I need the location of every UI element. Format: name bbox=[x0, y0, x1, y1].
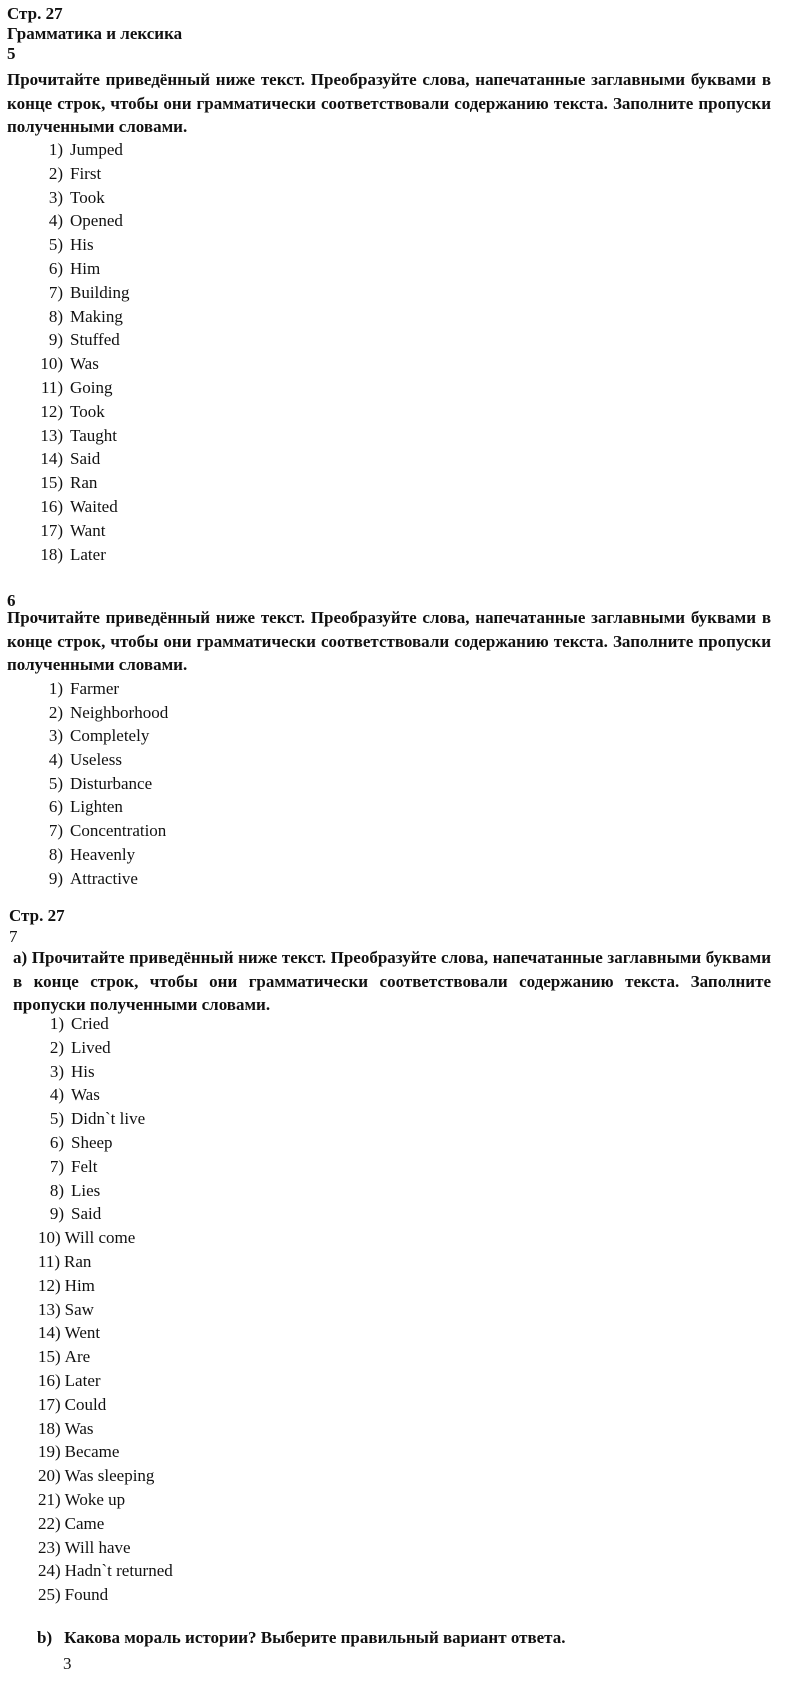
answer-item bbox=[37, 819, 168, 843]
answer-word: Will have bbox=[64, 1537, 131, 1557]
answer-item bbox=[38, 1369, 173, 1393]
section-heading: Грамматика и лексика bbox=[7, 24, 183, 43]
answer-item bbox=[37, 424, 130, 448]
answer-item bbox=[38, 1107, 173, 1131]
answer-item bbox=[37, 352, 130, 376]
answer-word: Him bbox=[70, 258, 101, 278]
answer-word: Useless bbox=[70, 750, 122, 770]
answer-number: 13) bbox=[40, 425, 63, 445]
answer-number: 17) bbox=[38, 1394, 61, 1414]
part-b-answer: 3 bbox=[63, 1654, 72, 1673]
page-reference-2: Стр. 27 bbox=[9, 906, 65, 925]
answer-word: Came bbox=[64, 1513, 105, 1533]
answer-number: 8) bbox=[49, 1180, 64, 1200]
answer-number: 22) bbox=[38, 1513, 61, 1533]
answer-item bbox=[38, 1345, 173, 1369]
task-6-answer-list bbox=[37, 677, 168, 890]
answer-number: 15) bbox=[40, 473, 63, 493]
answer-word: Took bbox=[70, 401, 105, 421]
answer-number: 18) bbox=[38, 1418, 61, 1438]
answer-word: Disturbance bbox=[70, 773, 153, 793]
answer-item bbox=[38, 1417, 173, 1441]
answer-word: Lived bbox=[71, 1037, 111, 1057]
answer-word: Said bbox=[71, 1204, 102, 1224]
answer-number: 5) bbox=[48, 773, 63, 793]
answer-item bbox=[37, 209, 130, 233]
answer-number: 7) bbox=[48, 282, 63, 302]
answer-word: Became bbox=[64, 1442, 120, 1462]
answer-item bbox=[37, 795, 168, 819]
answer-number: 6) bbox=[48, 258, 63, 278]
answer-number: 7) bbox=[48, 821, 63, 841]
answer-number: 18) bbox=[40, 544, 63, 564]
answer-number: 1) bbox=[48, 140, 63, 159]
answer-number: 5) bbox=[49, 1109, 64, 1129]
answer-word: Concentration bbox=[70, 821, 167, 841]
answer-number: 8) bbox=[48, 844, 63, 864]
answer-word: His bbox=[70, 235, 94, 255]
answer-number: 16) bbox=[38, 1370, 61, 1390]
answer-item bbox=[38, 1131, 173, 1155]
answer-number: 9) bbox=[49, 1204, 64, 1224]
answer-word: Making bbox=[70, 306, 123, 326]
answer-item bbox=[38, 1250, 173, 1274]
task-7-answer-list bbox=[38, 1012, 173, 1607]
answer-word: Lies bbox=[71, 1180, 101, 1200]
answer-item bbox=[37, 186, 130, 210]
answer-number: 2) bbox=[49, 1037, 64, 1057]
answer-number: 13) bbox=[38, 1299, 61, 1319]
answer-number: 9) bbox=[48, 868, 63, 888]
part-b-letter: b) bbox=[37, 1628, 53, 1647]
page-reference: Стр. 27 bbox=[7, 4, 63, 23]
answer-word: Was sleeping bbox=[64, 1466, 155, 1486]
answer-word: Sheep bbox=[71, 1132, 113, 1152]
task-number-6: 6 bbox=[7, 591, 16, 610]
answer-word: Hadn`t returned bbox=[64, 1561, 173, 1581]
answer-item bbox=[37, 400, 130, 424]
answer-number: 16) bbox=[40, 496, 63, 516]
answer-item bbox=[37, 376, 130, 400]
answer-item bbox=[37, 701, 168, 725]
answer-item bbox=[38, 1202, 173, 1226]
answer-item bbox=[37, 543, 130, 567]
answer-item bbox=[37, 724, 168, 748]
answer-item bbox=[37, 495, 130, 519]
answer-item bbox=[38, 1512, 173, 1536]
answer-item bbox=[37, 519, 130, 543]
answer-item bbox=[37, 772, 168, 796]
answer-item bbox=[38, 1179, 173, 1203]
answer-word: Was bbox=[71, 1085, 100, 1105]
answer-word: Farmer bbox=[70, 679, 120, 698]
answer-item bbox=[37, 471, 130, 495]
answer-word: Woke up bbox=[64, 1489, 126, 1509]
answer-item bbox=[37, 677, 168, 701]
answer-number: 10) bbox=[38, 1228, 61, 1248]
answer-number: 14) bbox=[38, 1323, 61, 1343]
answer-word: Was bbox=[64, 1418, 94, 1438]
answer-word: Was bbox=[70, 354, 99, 374]
answer-number: 24) bbox=[38, 1561, 61, 1581]
answer-item bbox=[38, 1060, 173, 1084]
answer-item bbox=[38, 1559, 173, 1583]
answer-word: First bbox=[70, 163, 102, 183]
answer-number: 15) bbox=[38, 1347, 61, 1367]
answer-item bbox=[37, 447, 130, 471]
answer-word: Are bbox=[64, 1347, 91, 1367]
answer-number: 14) bbox=[40, 449, 63, 469]
answer-number: 17) bbox=[40, 520, 63, 540]
answer-number: 1) bbox=[48, 679, 63, 698]
answer-word: Ran bbox=[70, 473, 98, 493]
part-b-question: Какова мораль истории? Выберите правильный вариант ответа. bbox=[64, 1628, 566, 1647]
answer-number: 4) bbox=[48, 211, 63, 231]
answer-word: Heavenly bbox=[70, 844, 136, 864]
answer-number: 3) bbox=[48, 726, 63, 746]
answer-word: Lighten bbox=[70, 797, 123, 817]
answer-word: Going bbox=[70, 377, 113, 397]
task-7-part-b bbox=[37, 1628, 565, 1648]
answer-word: Said bbox=[70, 449, 101, 469]
answer-item bbox=[37, 843, 168, 867]
answer-number: 1) bbox=[49, 1014, 64, 1033]
answer-item bbox=[38, 1488, 173, 1512]
answer-item bbox=[37, 281, 130, 305]
answer-number: 2) bbox=[48, 163, 63, 183]
answer-number: 21) bbox=[38, 1489, 61, 1509]
task-6-instruction: Прочитайте приведённый ниже текст. Преобразуйте слова, напечатанные заглавными буквами в конце строк, чтобы они грамматически соответствовали содержанию текста. Заполните пропуски полученными словами. bbox=[7, 608, 771, 674]
answer-word: Went bbox=[64, 1323, 101, 1343]
answer-number: 20) bbox=[38, 1466, 61, 1486]
answer-number: 23) bbox=[38, 1537, 61, 1557]
answer-word: Later bbox=[64, 1370, 101, 1390]
answer-item bbox=[37, 867, 168, 891]
answer-number: 8) bbox=[48, 306, 63, 326]
answer-number: 6) bbox=[49, 1132, 64, 1152]
answer-item bbox=[38, 1298, 173, 1322]
answer-number: 25) bbox=[38, 1585, 61, 1605]
task-number-7: 7 bbox=[9, 927, 18, 946]
answer-number: 4) bbox=[49, 1085, 64, 1105]
answer-word: Jumped bbox=[70, 140, 123, 159]
answer-item bbox=[38, 1012, 173, 1036]
answer-word: Stuffed bbox=[70, 330, 120, 350]
answer-number: 10) bbox=[40, 354, 63, 374]
task-7-instruction: а) Прочитайте приведённый ниже текст. Преобразуйте слова, напечатанные заглавными буквами в конце строк, чтобы они грамматически соответствовали содержанию текста. Заполните пропуски полученными словами. bbox=[13, 948, 771, 1014]
answer-item bbox=[37, 162, 130, 186]
task-5-answer-list bbox=[37, 138, 130, 566]
task-number-5: 5 bbox=[7, 44, 16, 63]
answer-word: Didn`t live bbox=[71, 1109, 146, 1129]
answer-number: 7) bbox=[49, 1156, 64, 1176]
answer-item bbox=[38, 1440, 173, 1464]
answer-number: 12) bbox=[40, 401, 63, 421]
answer-number: 5) bbox=[48, 235, 63, 255]
answer-item bbox=[37, 257, 130, 281]
answer-item bbox=[37, 138, 130, 162]
answer-item bbox=[38, 1226, 173, 1250]
answer-number: 11) bbox=[40, 377, 63, 397]
answer-word: Building bbox=[70, 282, 130, 302]
answer-item bbox=[37, 328, 130, 352]
answer-number: 19) bbox=[38, 1442, 61, 1462]
answer-word: Completely bbox=[70, 726, 150, 746]
answer-word: Him bbox=[64, 1275, 95, 1295]
answer-word: Neighborhood bbox=[70, 702, 169, 722]
answer-word: Could bbox=[64, 1394, 107, 1414]
answer-item bbox=[37, 305, 130, 329]
answer-number: 4) bbox=[48, 750, 63, 770]
answer-word: His bbox=[71, 1061, 95, 1081]
answer-word: Took bbox=[70, 187, 105, 207]
answer-item bbox=[38, 1583, 173, 1607]
answer-word: Want bbox=[70, 520, 106, 540]
answer-word: Attractive bbox=[70, 868, 138, 888]
answer-item bbox=[38, 1274, 173, 1298]
answer-word: Cried bbox=[71, 1014, 109, 1033]
answer-item bbox=[38, 1321, 173, 1345]
answer-word: Later bbox=[70, 544, 106, 564]
answer-word: Saw bbox=[64, 1299, 94, 1319]
answer-word: Taught bbox=[70, 425, 117, 445]
answer-item bbox=[38, 1464, 173, 1488]
answer-item bbox=[37, 233, 130, 257]
answer-item bbox=[37, 748, 168, 772]
answer-item bbox=[38, 1036, 173, 1060]
answer-number: 3) bbox=[48, 187, 63, 207]
answer-word: Waited bbox=[70, 496, 118, 516]
answer-word: Found bbox=[64, 1585, 109, 1605]
answer-item bbox=[38, 1083, 173, 1107]
answer-number: 3) bbox=[49, 1061, 64, 1081]
answer-item bbox=[38, 1536, 173, 1560]
answer-item bbox=[38, 1393, 173, 1417]
answer-number: 9) bbox=[48, 330, 63, 350]
answer-number: 11) bbox=[38, 1251, 61, 1271]
answer-word: Felt bbox=[71, 1156, 98, 1176]
answer-word: Ran bbox=[64, 1251, 92, 1271]
answer-word: Will come bbox=[64, 1228, 136, 1248]
answer-word: Opened bbox=[70, 211, 123, 231]
task-5-instruction: Прочитайте приведённый ниже текст. Преобразуйте слова, напечатанные заглавными буквами в конце строк, чтобы они грамматически соответствовали содержанию текста. Заполните пропуски полученными словами. bbox=[7, 70, 771, 136]
answer-number: 6) bbox=[48, 797, 63, 817]
answer-number: 2) bbox=[48, 702, 63, 722]
answer-number: 12) bbox=[38, 1275, 61, 1295]
answer-item bbox=[38, 1155, 173, 1179]
